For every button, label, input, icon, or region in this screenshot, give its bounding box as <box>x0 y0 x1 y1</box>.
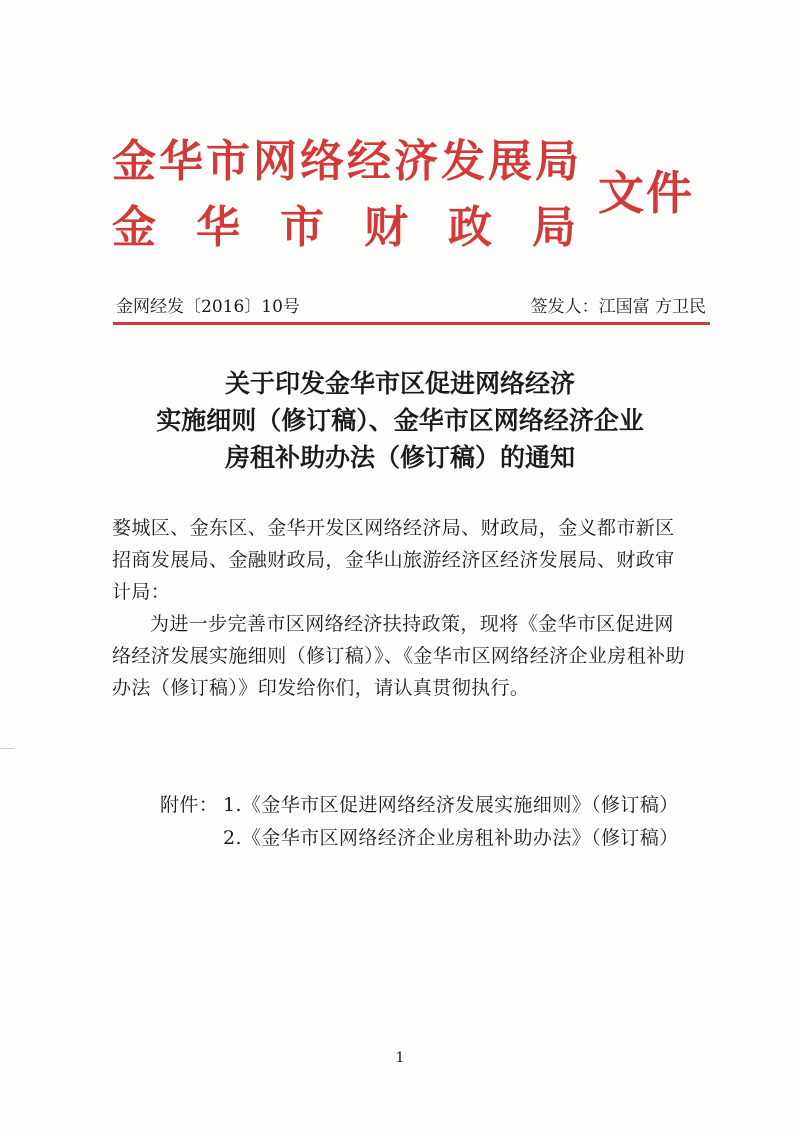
scan-mark <box>0 748 14 749</box>
body-paragraph: 为进一步完善市区网络经济扶持政策，现将《金华市区促进网络经济发展实施细则（修订稿）》、《金华市区网络经济企业房租补助办法（修订稿）》印发给你们，请认真贯彻执行。 <box>112 613 685 699</box>
document-number: 金网经发〔2016〕10号 <box>116 297 300 317</box>
attachment-title: 2.《金华市区网络经济企业房租补助办法》（修订稿） <box>223 827 679 849</box>
issuer-name-1: 金华市网络经济发展局 <box>112 136 582 187</box>
red-divider-line <box>113 322 710 325</box>
page-number: 1 <box>395 1050 405 1066</box>
recipients: 婺城区、金东区、金华开发区网络经济局、财政局，金义都市新区招商发展局、金融财政局，金华山旅游经济区经济发展局、财政审计局： <box>112 517 675 603</box>
document-title <box>90 365 710 476</box>
title-line-2: 实施细则（修订稿）、金华市区网络经济企业 <box>156 406 644 435</box>
attachments-label: 附件： <box>160 794 219 816</box>
title-line-1: 关于印发金华市区促进网络经济 <box>224 369 575 398</box>
attachments <box>160 790 700 854</box>
attachment-item <box>160 790 700 821</box>
document-type: 文件 <box>598 166 694 220</box>
attachment-title: 1.《金华市区促进网络经济发展实施细则》（修订稿） <box>223 794 679 816</box>
document-body <box>112 512 692 704</box>
title-line-3: 房租补助办法（修订稿）的通知 <box>224 443 575 472</box>
signatory: 签发人：江国富 方卫民 <box>530 297 706 317</box>
attachment-item <box>160 823 700 854</box>
issuer-name-2: 金华市财政局 <box>112 202 616 253</box>
